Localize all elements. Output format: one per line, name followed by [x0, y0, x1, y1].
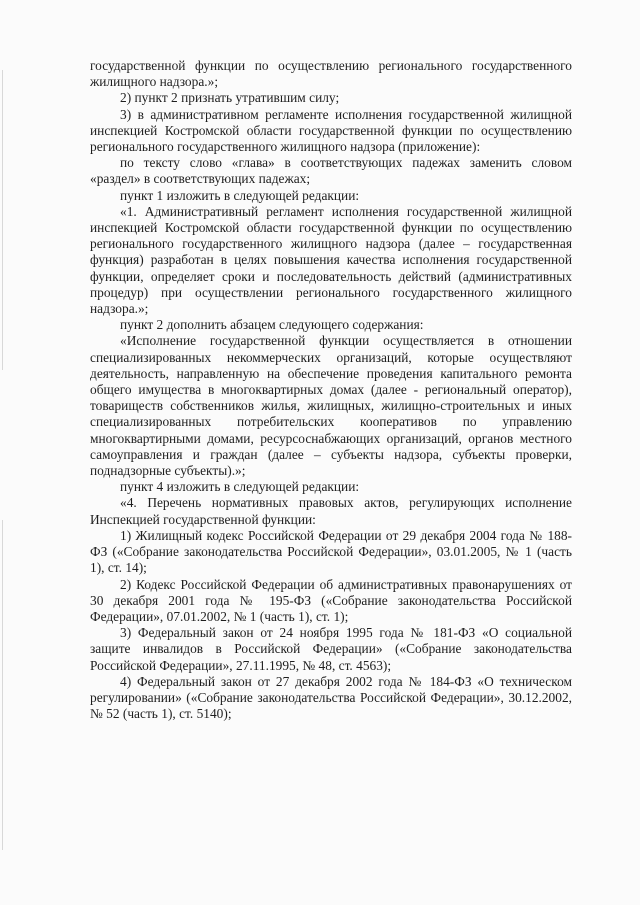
- paragraph-item-3: 3) в административном регламенте исполнения государственной жилищной инспекцией Костромской области государственной функции по осуществлению регионального государственного жилищного надзора (приложение):: [90, 106, 572, 155]
- law-item-3: 3) Федеральный закон от 24 ноября 1995 года № 181-ФЗ «О социальной защите инвалидов в Российской Федерации» («Собрание законодательства Российской Федерации», 27.11.1995, № 48, ст. 4563);: [90, 625, 572, 673]
- paragraph-item-2: 2) пункт 2 признать утратившим силу;: [120, 90, 340, 106]
- paragraph-point-4-text: «4. Перечень нормативных правовых актов, регулирующих исполнение Инспекцией государственной функции:: [90, 495, 572, 527]
- paragraph-point-2-intro: пункт 2 дополнить абзацем следующего содержания:: [120, 317, 424, 333]
- document-body: [90, 58, 572, 722]
- law-item-4: 4) Федеральный закон от 27 декабря 2002 года № 184-ФЗ «О техническом регулировании» («Собрание законодательства Российской Федерации», 30.12.2002, № 52 (часть 1), ст. 5140);: [90, 673, 572, 722]
- paragraph-replace-word: по тексту слово «глава» в соответствующих падежах заменить словом «раздел» в соответствующих падежах;: [90, 155, 572, 187]
- scan-edge-mark: [2, 520, 3, 850]
- paragraph-point-1-text: «1. Административный регламент исполнения государственной жилищной инспекцией Костромской области государственной функции по осуществлению регионального государственного жилищного надзора (далее – государственная функция) разработан в целях повышения качества исполнения государственной функции, определяет сроки и последовательность действий (административных процедур) при осуществлении регионального государственного жилищного надзора.»;: [90, 203, 572, 317]
- paragraph-point-4-intro: пункт 4 изложить в следующей редакции:: [120, 479, 360, 495]
- law-item-2: 2) Кодекс Российской Федерации об административных правонарушениях от 30 декабря 2001 года № 195-ФЗ («Собрание законодательства Российской Федерации», 07.01.2002, № 1 (часть 1), ст. 1);: [90, 576, 572, 624]
- scan-edge-mark: [2, 70, 3, 370]
- law-item-1: 1) Жилищный кодекс Российской Федерации от 29 декабря 2004 года № 188-ФЗ («Собрание законодательства Российской Федерации», 03.01.2005, № 1 (часть 1), ст. 14);: [90, 527, 572, 576]
- paragraph-point-1-intro: пункт 1 изложить в следующей редакции:: [120, 187, 360, 203]
- paragraph-continuation: государственной функции по осуществлению регионального государственного жилищного надзора.»;: [90, 58, 572, 90]
- paragraph-point-2-text: «Исполнение государственной функции осуществляется в отношении специализированных некоммерческих организаций, которые осуществляют деятельность, направленную на обеспечение проведения капитального ремонта общего имущества в многоквартирных домах (далее - региональный оператор), товариществ собственников жилья, жилищных, жилищно-строительных и иных специализированных потребительских кооперативов по управлению многоквартирными домами, ресурсоснабжающих организаций, органов местного самоуправления и граждан (далее – субъекты надзора, субъекты проверки, поднадзорные субъекты).»;: [90, 333, 572, 479]
